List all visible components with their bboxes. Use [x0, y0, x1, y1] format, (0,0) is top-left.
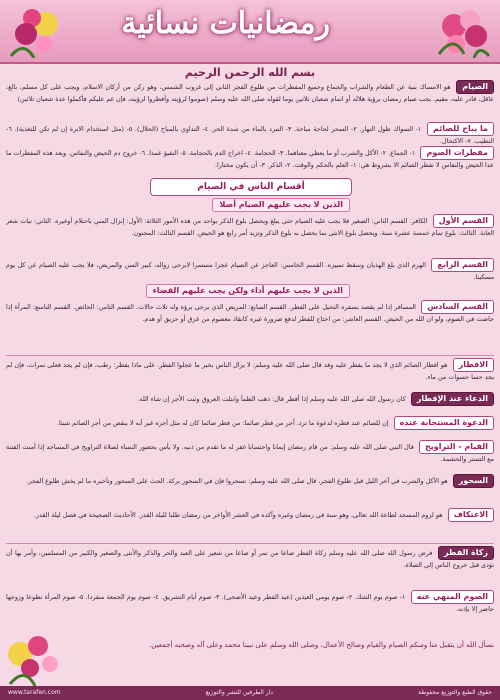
section-label: القسم الأول	[433, 214, 494, 228]
qiyam-text: قال النبي صلى الله عليه وسلم: من قام رمضان إيمانا واحتسابا غفر له ما تقدم من ذنبه. ولا بأس بحضور النساء لصلاة التراويح في المساجد إذا أمنت الفتنة مع التستر والحشمة.	[6, 443, 494, 463]
q4-section	[6, 258, 494, 280]
qiyam-section	[6, 440, 494, 472]
footer-middle: دار الطرفين للنشر والتوزيع	[205, 689, 273, 696]
q4-text: الهرم الذي بلغ الهذيان وسقط تمييزه. القسم الخامس: العاجز عن الصيام عجزا مستمرا لايرجى زواله، كبير السن والمريض، فلا يجب عليه الصيام عن كل يوم مسكينا.	[6, 261, 494, 280]
aqsam-title: أقسام الناس في الصيام	[150, 178, 352, 196]
allowed-text: ١- السواك طول النهار. ٢- السحر لحاجة مباحة. ٣- التبرد بالماء من شدة الحر. ٤- التداوي بالمباح (الحلال). ٥- (مثل استخدام الابرة إن لم تكن للتغذية). ٦- التطيب. ٧- الاكتحال.	[6, 125, 494, 144]
section-label: مفطرات الصوم	[420, 146, 494, 160]
page-title: رمضانيات نسائية	[121, 6, 330, 41]
bismillah: بسم الله الرحمن الرحيم	[184, 66, 316, 79]
iftar-text: هو افطار الصائم الذي لا يجد ما يفطر عليه وقد قال صلى الله عليه وسلم: لا يزال الناس بخير ما عجلوا الفطر. على ماذا يفطر: رطب، فإن لم يجد فعلى تمرات، فإن لم يجد حسا حسوات من ماء.	[6, 361, 494, 381]
flower-bouquet-icon	[434, 4, 494, 58]
mufattirat-text: ١- الجماع. ٢- الأكل والشرب أو ما يعطي معناهما. ٣- الحجامة. ٤- اخراج الدم بالحجامة. ٥- التقيؤ عمدا. ٦- خروج دم الحيض والنفاس. ويعد هذه المفطرات ما عدا الحيض والنفاس لا تفطر الصائم الا بشروط هي: ١- العلم بالحكم والوقت. ٢- الذكر. ٣- أن يكون مختارا.	[6, 149, 494, 169]
header-banner	[0, 0, 500, 64]
footer-link[interactable]: www.tarafen.com	[8, 689, 61, 696]
section-label: الاعتكاف	[448, 508, 494, 522]
sunnah-section	[6, 416, 494, 438]
intro-section	[6, 80, 494, 120]
section-label: السحور	[453, 474, 494, 488]
q6-section	[6, 300, 494, 352]
section-label: الصوم المنهي عنه	[411, 590, 494, 604]
itikaf-text: هو لزوم المسجد لطاعة الله تعالى، وهو سنة في رمضان وغيره وآكده في العشر الأواخر من رمضان طلبا لليلة القدر. الأحاديث الصحيحة في فضل ليلة القدر.	[33, 511, 443, 519]
section-label: زكاة الفطر	[438, 546, 494, 560]
section-label: القسم السادس	[421, 300, 494, 314]
footer-right: حقوق الطبع والتوزيع محفوظة	[418, 689, 492, 696]
section-label: الصيام	[456, 80, 494, 94]
flower-bouquet-icon	[6, 4, 66, 58]
duaa-section	[6, 392, 494, 414]
suhoor-text: هو الأكل والشرب في آخر الليل قبل طلوع الفجر، قال صلى الله عليه وسلم: تسحروا فإن في السحور بركة. الحث على السحور وتأخيره ما لم يخش طلوع الفجر.	[26, 477, 448, 485]
section-label: الدعاء عند الإفطار	[411, 392, 494, 406]
sub-heading-1: الذين لا يجب عليهم الصيام أصلا	[212, 198, 350, 212]
zakat-section	[6, 546, 494, 588]
iftar-section	[6, 358, 494, 390]
q1-text: الكافر. القسم الثاني: الصغير فلا يجب عليه الصيام حتى يبلغ ويحصل بلوغ الذكر بواحد من هذه الأمور الثلاثة: الأول: إنزال المني باحتلام أوغيره. الثاني: نبات شعر العانة. الثالث: بلوغ تمام خمسة عشرة سنة. ويحصل بلوغ الانثى بما يحصل به بلوغ الذكر وتزيد أمر رابع هو الحيض. القسم الثالث: المجنون.	[6, 217, 494, 237]
section-label: القسم الرابع	[431, 258, 494, 272]
allowed-section	[6, 122, 494, 144]
footer	[0, 686, 500, 700]
divider	[6, 355, 494, 356]
forbidden-text: ١- صوم يوم الشك. ٢- صوم يومي العيدين (عيد الفطر وعيد الأضحى). ٣- صوم أيام التشريق. ٤- صوم يوم الجمعة منفردا. ٥- صوم المرأة تطوعا وزوجها حاضر إلا بإذنه.	[6, 593, 494, 613]
section-label: ما يباح للصائم	[427, 122, 494, 136]
sub-heading-2: الذين لا يجب عليهم أداء ولكن يجب عليهم القضاء	[146, 284, 350, 298]
zakat-text: فرض رسول الله صلى الله عليه وسلم زكاة الفطر صاعا من تمر أو صاعا من شعير على العبد والحر والذكر والأنثى والصغير والكبير من المسلمين، وأمر بها أن تؤدى قبل خروج الناس إلى الصلاة.	[6, 549, 494, 569]
duaa-text: كان رسول الله صلى الله عليه وسلم إذا أفطر قال: ذهب الظمأ وابتلت العروق وثبت الأجر إن شاء الله.	[137, 395, 406, 403]
suhoor-section	[6, 474, 494, 506]
sunnah-text: إن للصائم عند فطره لدعوة ما ترد. أجر من فطر صائما: من فطر صائما كان له مثل أجره غير أنه لا ينقص من أجر الصائم شيئا.	[56, 419, 389, 427]
flower-decoration-icon	[0, 626, 70, 686]
q1-section	[6, 214, 494, 256]
mufattirat-section	[6, 146, 494, 176]
section-label: القيام - التراويح	[419, 440, 494, 454]
forbidden-fasting-section	[6, 590, 494, 632]
itikaf-section	[6, 508, 494, 540]
section-label: الافطار	[453, 358, 494, 372]
closing-text: نسأل الله أن يتقبل منا ومنكم الصيام والقيام وصالح الأعمال، وصلى الله وسلم على نبينا محمد وعلى آله وصحبه أجمعين.	[149, 641, 494, 649]
divider	[6, 543, 494, 544]
section-label: الدعوة المستجابة عنده	[394, 416, 494, 430]
intro-text: هو الامساك بنية عن الطعام والشراب والجماع وجميع المفطرات من طلوع الفجر الثاني إلى غروب الشمس، وهو ركن من أركان الاسلام، ويجب على كل مسلم، بالغ، عاقل، قادر عليه، مقيم. يجب صيام رمضان برؤية هلاله أو اتمام شعبان ثلاثين يوما لقوله صلى الله عليه وسلم (صوموا لرؤيته وأفطروا لرؤيته، فإن غم عليكم فأكملوا عدة شعبان ثلاثين)	[6, 83, 494, 103]
q6-text: المسافر إذا لم يقصد بسفره التحيل على الفطر. القسم السابع: المريض الذي يرجى برؤه وله ثلاث حالات. القسم الثامن: الحائض. القسم التاسع: المرأة إذا حاضت في الصوم، ولو ان الله من الحيض. القسم العاشر: من احتاج للفطر لدفع ضرورة غيره كانقاذ معصوم من غرق أو حريق أو هدم.	[6, 303, 494, 323]
